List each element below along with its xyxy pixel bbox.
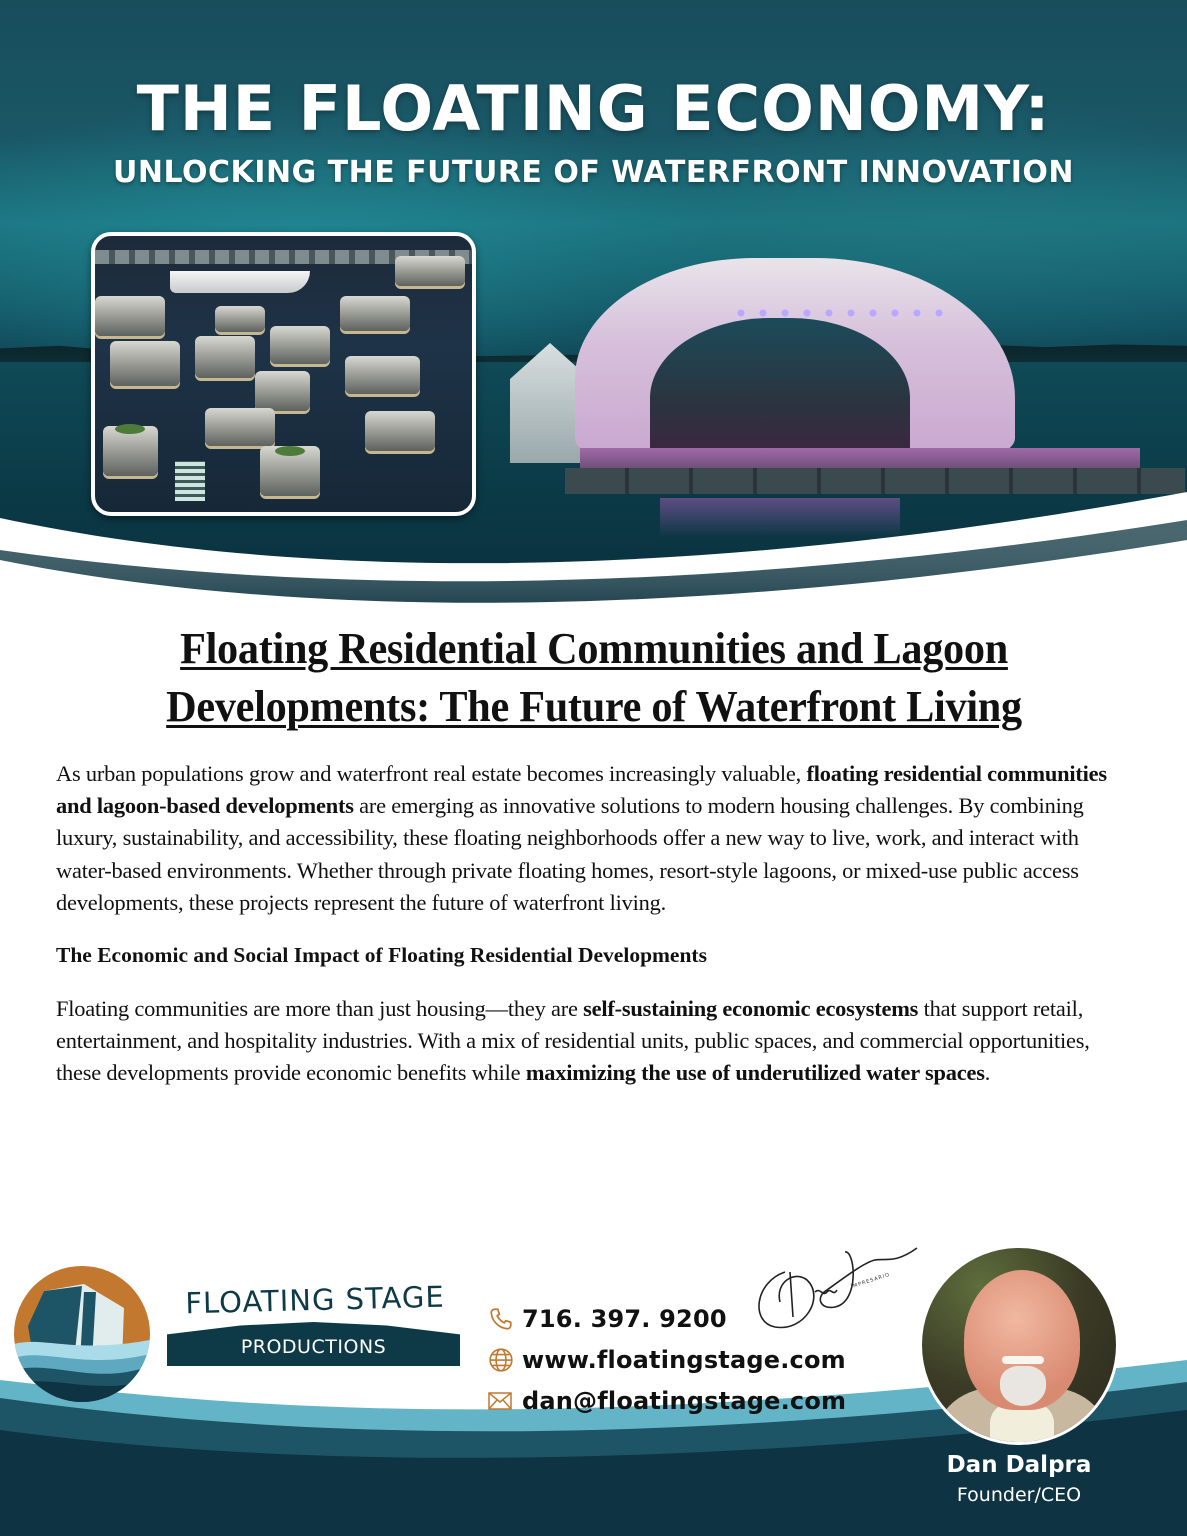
- building: [345, 356, 420, 394]
- hero-banner: [0, 0, 1187, 620]
- floating-stage-logo-mark: [14, 1266, 150, 1402]
- email-link[interactable]: dan@floatingstage.com: [522, 1386, 847, 1415]
- person-name: Dan Dalpra: [946, 1452, 1092, 1478]
- section-text: .: [984, 1060, 991, 1086]
- building: [110, 341, 180, 386]
- rooftop-garden: [275, 446, 305, 456]
- avatar-smile: [1002, 1356, 1044, 1364]
- building: [340, 296, 410, 331]
- mail-icon: [488, 1386, 522, 1416]
- section-heading: The Economic and Social Impact of Floating Residential Developments: [56, 943, 707, 968]
- building: [270, 326, 330, 364]
- section-text: that support retail, entertainment, and hospitality industries. With a mix of residential units, public spaces, and commercial opportunities, these developments provide economic benefits while: [56, 996, 1090, 1086]
- stage-opening: [650, 318, 910, 458]
- hero-subtitle: UNLOCKING THE FUTURE OF WATERFRONT INNOVATION: [113, 155, 1074, 190]
- stage-lights: [730, 306, 950, 320]
- logo-subtitle: PRODUCTIONS: [240, 1336, 387, 1358]
- hero-bottom-swoosh: [0, 470, 1187, 620]
- globe-icon: [488, 1345, 522, 1375]
- intro-emphasis: floating residential communities and lagoon-based developments: [56, 761, 1107, 819]
- article: [56, 620, 1132, 1090]
- contact-website[interactable]: [488, 1339, 846, 1380]
- stage-tent-icon: [14, 1266, 150, 1402]
- intro-paragraph: [56, 758, 1132, 919]
- intro-text: are emerging as innovative solutions to modern housing challenges. By combining luxury, sustainability, and accessibility, these floating neighborhoods offer a new way to live, work, and interact with water-based environments. Whether through private floating homes, resort-style lagoons, or mixed-use public access developments, these projects represent the future of waterfront living.: [56, 793, 1084, 915]
- section-emphasis: self-sustaining economic ecosystems: [583, 996, 919, 1022]
- section-emphasis: maximizing the use of underutilized water spaces: [525, 1060, 985, 1086]
- signature-caption: IMPRESARIO: [850, 1271, 891, 1291]
- building: [95, 296, 165, 336]
- intro-text: As urban populations grow and waterfront real estate becomes increasingly valuable,: [56, 761, 807, 786]
- section-paragraph: [56, 993, 1132, 1090]
- phone-number: 716. 397. 9200: [522, 1304, 727, 1333]
- hero-title: THE FLOATING ECONOMY:: [136, 72, 1051, 145]
- logo-wordmark: FLOATING STAGE: [184, 1279, 446, 1321]
- stage-floor: [580, 448, 1140, 470]
- avatar: [919, 1245, 1119, 1445]
- contact-email[interactable]: [488, 1380, 846, 1421]
- phone-icon: [488, 1304, 522, 1334]
- rooftop-garden: [115, 424, 145, 434]
- building: [365, 411, 435, 451]
- article-title: Floating Residential Communities and Lagoon Developments: The Future of Waterfront Living: [166, 624, 1022, 731]
- cruise-ship: [170, 271, 310, 293]
- building: [215, 306, 265, 332]
- section-text: Floating communities are more than just housing—they are: [56, 996, 584, 1022]
- building: [255, 371, 310, 411]
- avatar-beard: [1000, 1366, 1046, 1406]
- building: [195, 336, 255, 378]
- signature: [745, 1242, 920, 1337]
- person-role: Founder/CEO: [956, 1484, 1082, 1506]
- building: [205, 408, 275, 446]
- website-link[interactable]: www.floatingstage.com: [522, 1345, 846, 1374]
- building: [395, 256, 465, 286]
